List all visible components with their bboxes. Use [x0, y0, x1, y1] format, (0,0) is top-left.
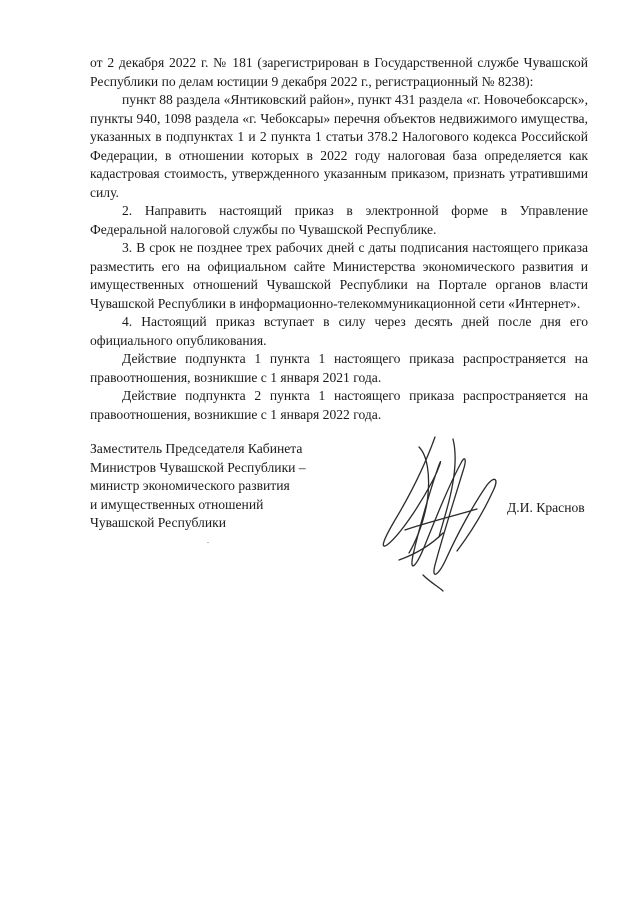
- paragraph-order-reference: от 2 декабря 2022 г. № 181 (зарегистрирован в Государственной службе Чувашской Республики по делам юстиции 9 декабря 2022 г., регистрационный № 8238):: [90, 55, 588, 89]
- paragraph-item-3-publish: 3. В срок не позднее трех рабочих дней с даты подписания настоящего приказа разместить его на официальном сайте Министерства экономического развития и имущественных отношений Чувашской Республики на Портале органов власти Чувашской Республики в информационно-телекоммуникационной сети «Интернет».: [90, 240, 588, 311]
- paragraph-effect-subitem-2: Действие подпункта 2 пункта 1 настоящего приказа распространяется на правоотношения, возникшие с 1 января 2022 года.: [90, 388, 588, 422]
- signer-position-line: министр экономического развития: [90, 478, 290, 493]
- scan-speck: [207, 542, 209, 543]
- paragraph-item-4-effective: 4. Настоящий приказ вступает в силу через десять дней после дня его официального опубликования.: [90, 314, 588, 348]
- signer-position-line: и имущественных отношений: [90, 496, 264, 512]
- paragraph-effect-subitem-1: Действие подпункта 1 пункта 1 настоящего приказа распространяется на правоотношения, возникшие с 1 января 2021 года.: [90, 351, 588, 385]
- handwritten-signature: [365, 425, 515, 595]
- signer-position-line: Заместитель Председателя Кабинета: [90, 441, 303, 456]
- signer-position: [90, 440, 330, 533]
- paragraph-item-2-send: 2. Направить настоящий приказ в электронной форме в Управление Федеральной налоговой службы по Чувашской Республике.: [90, 203, 588, 237]
- signer-name: Д.И. Краснов: [507, 500, 585, 515]
- signer-position-line: Министров Чувашской Республики –: [90, 459, 306, 475]
- document-body: [90, 54, 588, 424]
- paragraph-items-invalidated: пункт 88 раздела «Янтиковский район», пункт 431 раздела «г. Новочебоксарск», пункты 940, 1098 раздела «г. Чебоксары» перечня объектов недвижимого имущества, указанных в подпунктах 1 и 2 пункта 1 статьи 378.2 Налогового кодекса Российской Федерации, в отношении которых в 2022 году налоговая база определяется как кадастровая стоимость, утвержденного указанным приказом, признать утратившими силу.: [90, 92, 588, 200]
- signer-position-line: Чувашской Республики: [90, 515, 226, 530]
